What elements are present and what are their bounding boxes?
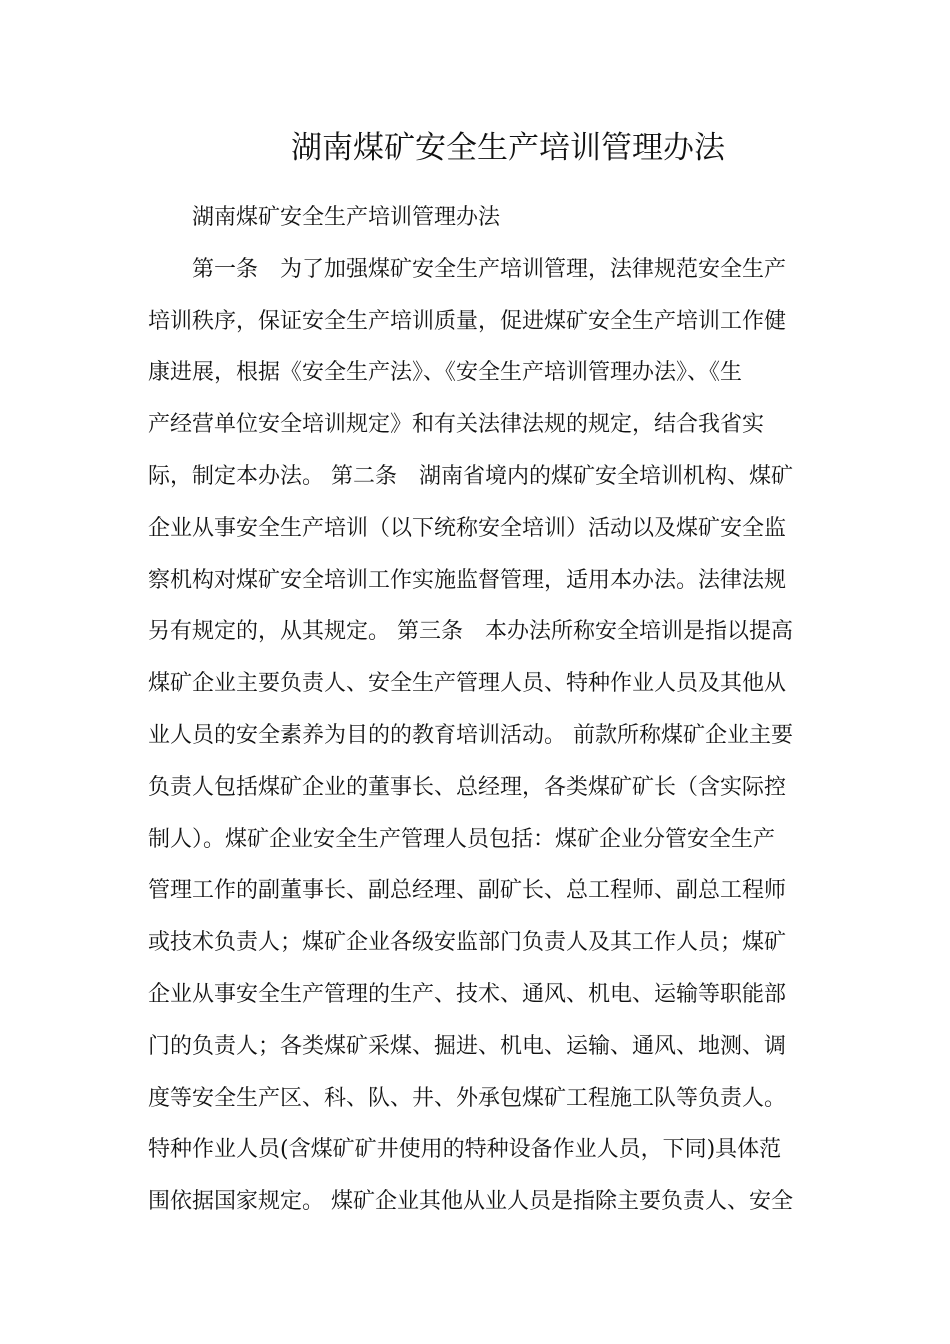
- text-line: 或技术负责人；煤矿企业各级安监部门负责人及其工作人员；煤矿: [148, 930, 787, 956]
- text-line: 第一条 为了加强煤矿安全生产培训管理，法律规范安全生产: [192, 256, 787, 282]
- text-line: 产经营单位安全培训规定》和有关法律法规的规定，结合我省实: [148, 412, 765, 438]
- text-line: 另有规定的，从其规定。 第三条 本办法所称安全培训是指以提高: [148, 619, 793, 645]
- document-title: 湖南煤矿安全生产培训管理办法: [291, 130, 725, 166]
- text-line: 负责人包括煤矿企业的董事长、总经理，各类煤矿矿长（含实际控: [148, 774, 787, 800]
- document-body: [148, 192, 808, 1228]
- text-line: 管理工作的副董事长、副总经理、副矿长、总工程师、副总工程师: [148, 878, 787, 904]
- text-line: 煤矿企业主要负责人、安全生产管理人员、特种作业人员及其他从: [148, 671, 787, 697]
- text-line: 企业从事安全生产管理的生产、技术、通风、机电、运输等职能部: [148, 981, 787, 1007]
- text-line: 湖南煤矿安全生产培训管理办法: [192, 205, 501, 230]
- text-line: 康进展，根据《安全生产法》、《安全生产培训管理办法》、《生: [148, 360, 743, 386]
- text-line: 制人）。煤矿企业安全生产管理人员包括：煤矿企业分管安全生产: [148, 826, 776, 852]
- text-line: 际，制定本办法。 第二条 湖南省境内的煤矿安全培训机构、煤矿: [148, 463, 793, 489]
- text-line: 度等安全生产区、科、队、井、外承包煤矿工程施工队等负责人。: [148, 1085, 787, 1111]
- text-line: 企业从事安全生产培训（以下统称安全培训）活动以及煤矿安全监: [148, 515, 787, 541]
- text-line: 业人员的安全素养为目的的教育培训活动。 前款所称煤矿企业主要: [148, 722, 793, 748]
- text-line: 门的负责人；各类煤矿采煤、掘进、机电、运输、通风、地测、调: [148, 1033, 787, 1059]
- text-line: 特种作业人员(含煤矿矿井使用的特种设备作业人员，下同)具体范: [148, 1137, 782, 1163]
- text-line: 围依据国家规定。 煤矿企业其他从业人员是指除主要负责人、安全: [148, 1189, 793, 1215]
- text-line: 培训秩序，保证安全生产培训质量，促进煤矿安全生产培训工作健: [148, 308, 787, 334]
- text-line: 察机构对煤矿安全培训工作实施监督管理，适用本办法。法律法规: [148, 567, 787, 593]
